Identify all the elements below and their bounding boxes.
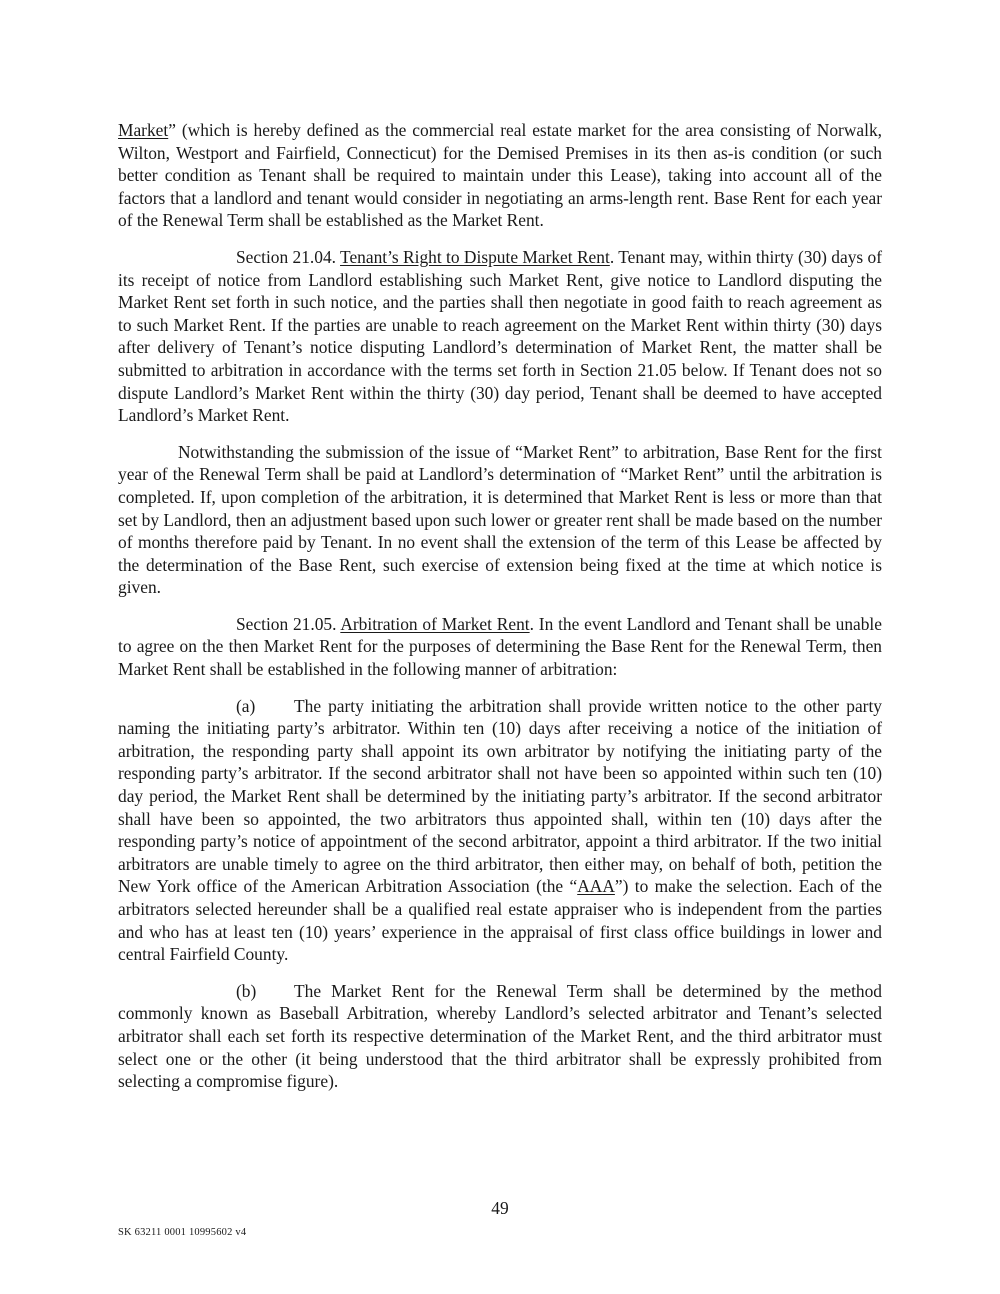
section-21-05: Section 21.05. Arbitration of Market Rent. In the event Landlord and Tenant shall be unable to agree on the then Market Rent for the purposes of determining the Base Rent for the Renewal Term, then Market Rent shall be established in the following manner of arbitration: — [118, 613, 882, 680]
defined-term-market: Market — [118, 120, 169, 140]
subsection-a: (a) The party initiating the arbitration shall provide written notice to the other party naming the initiating party’s arbitrator. Within ten (10) days after receiving a notice of the initiation of arbitration, the responding party shall appoint its own arbitrator by notifying the initiating party of the responding party’s arbitrator. If the second arbitrator shall not have been so appointed within such ten (10) day period, the Market Rent shall be determined by the initiating party’s arbitrator. If the second arbitrator shall have been so appointed, the two arbitrators thus appointed shall, within ten (10) days after the responding party’s notice of appointment of the second arbitrator, appoint a third arbitrator. If the two initial arbitrators are unable timely to agree on the third arbitrator, then either may, on behalf of both, petition the New York office of the American Arbitration Association (the “AAA”) to make the selection. Each of the arbitrators selected hereunder shall be a qualified real estate appraiser who is independent from the parties and who has at least ten (10) years’ experience in the appraisal of first class office buildings in lower and central Fairfield County. — [118, 695, 882, 965]
subsection-b-label: (b) — [236, 980, 257, 1001]
paragraph-notwithstanding: Notwithstanding the submission of the issue of “Market Rent” to arbitration, Base Rent for the first year of the Renewal Term shall be paid at Landlord’s determination of “Market Rent” until the arbitration is completed. If, upon completion of the arbitration, it is determined that Market Rent is less or more than that set by Landlord, then an adjustment based upon such lower or greater rent shall be made based on the number of months therefore paid by Tenant. In no event shall the extension of the term of this Lease be affected by the determination of the Base Rent, such exercise of extension being fixed at the time at which notice is given. — [118, 441, 882, 598]
document-id: SK 63211 0001 10995602 v4 — [118, 1227, 247, 1238]
subsection-a-label: (a) — [236, 695, 256, 716]
section-21-04-heading: Tenant’s Right to Dispute Market Rent — [340, 246, 610, 267]
section-21-04: Section 21.04. Tenant’s Right to Dispute Market Rent. Tenant may, within thirty (30) days of its receipt of notice from Landlord establishing such Market Rent, give notice to Landlord disputing the Market Rent set forth in such notice, and the parties shall then negotiate in good faith to reach agreement as to such Market Rent. If the parties are unable to reach agreement on the Market Rent within thirty (30) days after delivery of Tenant’s notice disputing Landlord’s determination of Market Rent, the matter shall be submitted to arbitration in accordance with the terms set forth in Section 21.05 below. If Tenant does not so dispute Landlord’s Market Rent within the thirty (30) day period, Tenant shall be deemed to have accepted Landlord’s Market Rent. — [118, 246, 882, 426]
subsection-b: (b) The Market Rent for the Renewal Term shall be determined by the method commonly known as Baseball Arbitration, whereby Landlord’s selected arbitrator and Tenant’s selected arbitrator shall each set forth its respective determination of the Market Rent, and the third arbitrator must select one or the other (it being understood that the third arbitrator shall be expressly prohibited from selecting a compromise figure). — [118, 980, 882, 1092]
defined-term-aaa: AAA — [577, 876, 615, 897]
section-21-05-heading: Arbitration of Market Rent — [340, 613, 530, 634]
page-number: 49 — [491, 1198, 509, 1218]
paragraph-market-definition: Market” (which is hereby defined as the commercial real estate market for the area consisting of Norwalk, Wilton, Westport and Fairfield, Connecticut) for the Demised Premises in its then as-is condition (or such better condition as Tenant shall be required to maintain under this Lease), taking into account all of the factors that a landlord and tenant would consider in negotiating an arms-length rent. Base Rent for each year of the Renewal Term shall be established as the Market Rent. — [118, 120, 882, 231]
document-body — [118, 119, 882, 1093]
